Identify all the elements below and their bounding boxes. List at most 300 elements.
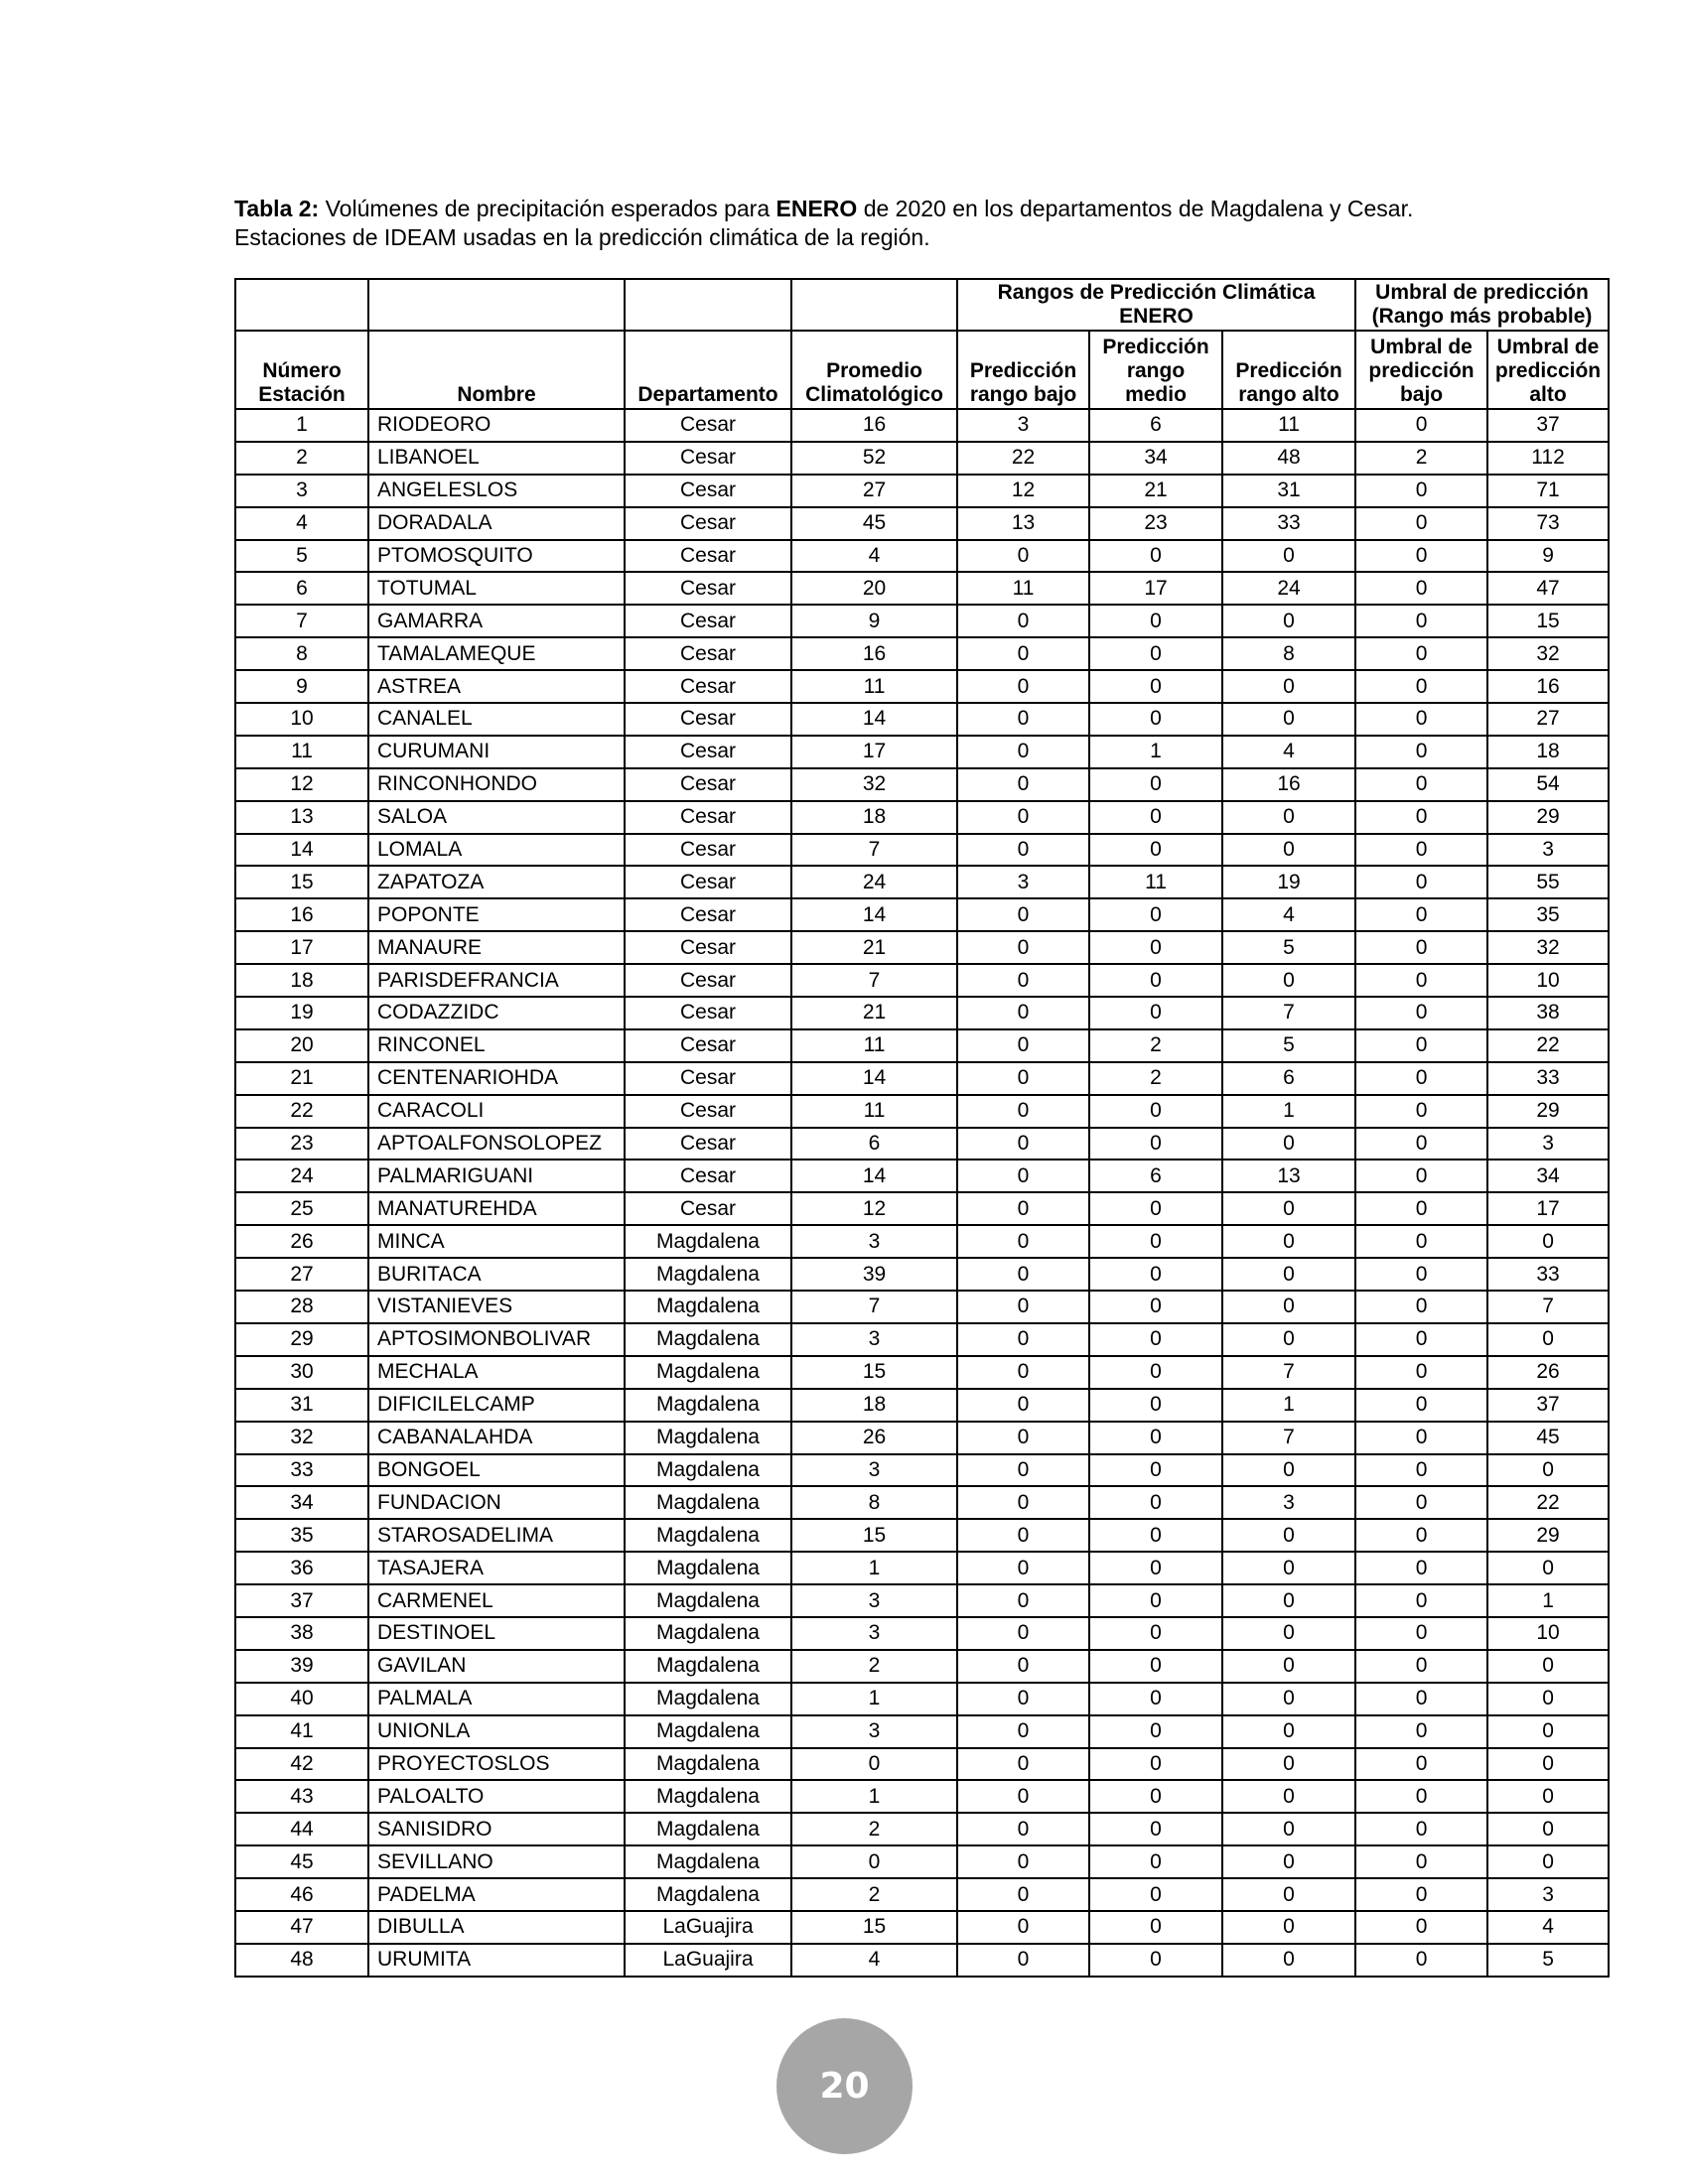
cell-col-numero: 8 <box>235 637 368 670</box>
cell-col-promedio: 11 <box>791 670 957 703</box>
cell-col-rango-bajo: 3 <box>957 866 1089 898</box>
cell-col-rango-alto: 5 <box>1222 931 1355 964</box>
cell-col-umbral-alto: 26 <box>1487 1356 1609 1389</box>
cell-col-umbral-bajo: 0 <box>1355 1944 1487 1977</box>
cell-col-numero: 23 <box>235 1128 368 1160</box>
cell-col-rango-alto: 0 <box>1222 1650 1355 1683</box>
cell-col-rango-medio: 0 <box>1089 1650 1222 1683</box>
cell-col-rango-alto: 7 <box>1222 1356 1355 1389</box>
cell-col-departamento: Magdalena <box>625 1291 791 1323</box>
cell-col-rango-bajo: 0 <box>957 1389 1089 1422</box>
cell-col-nombre: PALOALTO <box>368 1780 625 1813</box>
table-row <box>235 834 1609 867</box>
cell-col-departamento: Cesar <box>625 442 791 475</box>
cell-col-rango-alto: 8 <box>1222 637 1355 670</box>
cell-col-numero: 36 <box>235 1552 368 1584</box>
cell-col-nombre: ZAPATOZA <box>368 866 625 898</box>
cell-col-departamento: LaGuajira <box>625 1911 791 1944</box>
cell-col-nombre: SEVILLANO <box>368 1845 625 1878</box>
cell-col-promedio: 2 <box>791 1813 957 1845</box>
cell-col-promedio: 24 <box>791 866 957 898</box>
cell-col-numero: 41 <box>235 1715 368 1748</box>
group-header-rangos: Rangos de Predicción Climática ENERO <box>957 279 1355 331</box>
cell-col-promedio: 14 <box>791 1160 957 1192</box>
cell-col-rango-alto: 0 <box>1222 1944 1355 1977</box>
cell-col-promedio: 27 <box>791 475 957 507</box>
cell-col-rango-alto: 0 <box>1222 1617 1355 1650</box>
cell-col-umbral-bajo: 0 <box>1355 997 1487 1029</box>
cell-col-numero: 28 <box>235 1291 368 1323</box>
cell-col-rango-medio: 0 <box>1089 637 1222 670</box>
cell-col-rango-medio: 11 <box>1089 866 1222 898</box>
cell-col-promedio: 7 <box>791 834 957 867</box>
cell-col-rango-bajo: 0 <box>957 1160 1089 1192</box>
cell-col-departamento: Cesar <box>625 507 791 540</box>
column-header-col-rango-bajo: Predicción rango bajo <box>957 331 1089 409</box>
cell-col-rango-alto: 6 <box>1222 1062 1355 1095</box>
cell-col-numero: 7 <box>235 605 368 637</box>
cell-col-departamento: Cesar <box>625 1095 791 1128</box>
cell-col-nombre: LOMALA <box>368 834 625 867</box>
cell-col-promedio: 16 <box>791 409 957 442</box>
cell-col-rango-medio: 0 <box>1089 997 1222 1029</box>
cell-col-departamento: Magdalena <box>625 1422 791 1454</box>
cell-col-rango-bajo: 0 <box>957 1291 1089 1323</box>
cell-col-rango-alto: 0 <box>1222 703 1355 736</box>
cell-col-nombre: RINCONHONDO <box>368 768 625 801</box>
cell-col-rango-bajo: 0 <box>957 898 1089 931</box>
cell-col-umbral-bajo: 0 <box>1355 605 1487 637</box>
cell-col-umbral-bajo: 0 <box>1355 1225 1487 1258</box>
cell-col-rango-medio: 0 <box>1089 670 1222 703</box>
table-row <box>235 931 1609 964</box>
cell-col-numero: 24 <box>235 1160 368 1192</box>
cell-col-umbral-alto: 5 <box>1487 1944 1609 1977</box>
table-row <box>235 540 1609 573</box>
cell-col-rango-alto: 3 <box>1222 1486 1355 1519</box>
cell-col-rango-alto: 0 <box>1222 1258 1355 1291</box>
cell-col-numero: 22 <box>235 1095 368 1128</box>
table-row <box>235 1715 1609 1748</box>
cell-col-nombre: DIBULLA <box>368 1911 625 1944</box>
cell-col-umbral-alto: 3 <box>1487 1878 1609 1911</box>
cell-col-umbral-alto: 16 <box>1487 670 1609 703</box>
table-row <box>235 1356 1609 1389</box>
cell-col-umbral-alto: 0 <box>1487 1552 1609 1584</box>
cell-col-rango-bajo: 0 <box>957 670 1089 703</box>
cell-col-departamento: Cesar <box>625 1160 791 1192</box>
cell-col-nombre: PADELMA <box>368 1878 625 1911</box>
cell-col-umbral-bajo: 0 <box>1355 540 1487 573</box>
cell-col-numero: 21 <box>235 1062 368 1095</box>
cell-col-rango-alto: 7 <box>1222 997 1355 1029</box>
column-header-col-rango-alto: Predicción rango alto <box>1222 331 1355 409</box>
cell-col-rango-bajo: 0 <box>957 997 1089 1029</box>
cell-col-rango-medio: 0 <box>1089 1552 1222 1584</box>
cell-col-nombre: SANISIDRO <box>368 1813 625 1845</box>
cell-col-rango-bajo: 0 <box>957 1552 1089 1584</box>
cell-col-departamento: Cesar <box>625 637 791 670</box>
table-row <box>235 572 1609 605</box>
group-header-empty <box>625 279 791 331</box>
cell-col-departamento: Magdalena <box>625 1845 791 1878</box>
cell-col-departamento: Magdalena <box>625 1683 791 1715</box>
cell-col-rango-medio: 0 <box>1089 1584 1222 1617</box>
cell-col-numero: 2 <box>235 442 368 475</box>
cell-col-rango-alto: 0 <box>1222 540 1355 573</box>
cell-col-promedio: 1 <box>791 1780 957 1813</box>
cell-col-nombre: DESTINOEL <box>368 1617 625 1650</box>
cell-col-rango-medio: 0 <box>1089 1356 1222 1389</box>
cell-col-rango-bajo: 0 <box>957 1617 1089 1650</box>
cell-col-departamento: Cesar <box>625 736 791 768</box>
cell-col-promedio: 14 <box>791 1062 957 1095</box>
cell-col-rango-bajo: 0 <box>957 1944 1089 1977</box>
cell-col-departamento: Magdalena <box>625 1389 791 1422</box>
cell-col-departamento: Magdalena <box>625 1225 791 1258</box>
cell-col-rango-bajo: 22 <box>957 442 1089 475</box>
cell-col-rango-medio: 0 <box>1089 1389 1222 1422</box>
cell-col-numero: 29 <box>235 1323 368 1356</box>
cell-col-nombre: BURITACA <box>368 1258 625 1291</box>
cell-col-nombre: CARACOLI <box>368 1095 625 1128</box>
cell-col-nombre: URUMITA <box>368 1944 625 1977</box>
cell-col-numero: 14 <box>235 834 368 867</box>
cell-col-rango-medio: 0 <box>1089 703 1222 736</box>
cell-col-departamento: LaGuajira <box>625 1944 791 1977</box>
cell-col-departamento: Cesar <box>625 866 791 898</box>
cell-col-umbral-alto: 29 <box>1487 1095 1609 1128</box>
cell-col-rango-bajo: 0 <box>957 1584 1089 1617</box>
cell-col-departamento: Cesar <box>625 801 791 834</box>
cell-col-rango-bajo: 0 <box>957 1029 1089 1062</box>
cell-col-promedio: 0 <box>791 1845 957 1878</box>
cell-col-rango-medio: 0 <box>1089 1095 1222 1128</box>
cell-col-rango-bajo: 0 <box>957 1878 1089 1911</box>
table-row <box>235 1617 1609 1650</box>
table-caption <box>234 195 1476 252</box>
cell-col-promedio: 17 <box>791 736 957 768</box>
cell-col-rango-medio: 0 <box>1089 1813 1222 1845</box>
cell-col-nombre: GAMARRA <box>368 605 625 637</box>
cell-col-rango-medio: 0 <box>1089 834 1222 867</box>
cell-col-rango-medio: 0 <box>1089 768 1222 801</box>
cell-col-rango-medio: 6 <box>1089 409 1222 442</box>
cell-col-umbral-bajo: 0 <box>1355 801 1487 834</box>
table-row <box>235 1944 1609 1977</box>
cell-col-rango-alto: 0 <box>1222 1454 1355 1487</box>
cell-col-rango-medio: 0 <box>1089 1715 1222 1748</box>
cell-col-rango-alto: 0 <box>1222 605 1355 637</box>
cell-col-departamento: Magdalena <box>625 1486 791 1519</box>
cell-col-umbral-bajo: 0 <box>1355 1813 1487 1845</box>
cell-col-promedio: 20 <box>791 572 957 605</box>
cell-col-promedio: 52 <box>791 442 957 475</box>
cell-col-promedio: 4 <box>791 540 957 573</box>
cell-col-promedio: 21 <box>791 931 957 964</box>
table-row <box>235 1029 1609 1062</box>
cell-col-rango-alto: 33 <box>1222 507 1355 540</box>
cell-col-rango-medio: 0 <box>1089 1748 1222 1781</box>
table-row <box>235 1911 1609 1944</box>
cell-col-rango-bajo: 0 <box>957 1715 1089 1748</box>
cell-col-umbral-bajo: 0 <box>1355 1192 1487 1225</box>
cell-col-numero: 39 <box>235 1650 368 1683</box>
cell-col-rango-bajo: 13 <box>957 507 1089 540</box>
table-row <box>235 1519 1609 1552</box>
cell-col-umbral-alto: 0 <box>1487 1780 1609 1813</box>
cell-col-umbral-alto: 32 <box>1487 931 1609 964</box>
cell-col-rango-bajo: 0 <box>957 736 1089 768</box>
cell-col-umbral-bajo: 0 <box>1355 1911 1487 1944</box>
column-header-col-promedio: Promedio Climatológico <box>791 331 957 409</box>
caption-month: ENERO <box>775 196 858 221</box>
cell-col-departamento: Cesar <box>625 1128 791 1160</box>
cell-col-umbral-alto: 15 <box>1487 605 1609 637</box>
cell-col-rango-medio: 34 <box>1089 442 1222 475</box>
cell-col-rango-bajo: 0 <box>957 1095 1089 1128</box>
cell-col-numero: 38 <box>235 1617 368 1650</box>
cell-col-umbral-alto: 0 <box>1487 1454 1609 1487</box>
table-row <box>235 1454 1609 1487</box>
cell-col-promedio: 3 <box>791 1225 957 1258</box>
column-header-col-umbral-bajo: Umbral de predicción bajo <box>1355 331 1487 409</box>
cell-col-nombre: CABANALAHDA <box>368 1422 625 1454</box>
table-row <box>235 1160 1609 1192</box>
cell-col-rango-medio: 0 <box>1089 1128 1222 1160</box>
cell-col-umbral-bajo: 0 <box>1355 1356 1487 1389</box>
cell-col-numero: 25 <box>235 1192 368 1225</box>
table-row <box>235 1683 1609 1715</box>
cell-col-numero: 1 <box>235 409 368 442</box>
cell-col-numero: 9 <box>235 670 368 703</box>
table-row <box>235 1192 1609 1225</box>
cell-col-departamento: Cesar <box>625 931 791 964</box>
cell-col-umbral-alto: 54 <box>1487 768 1609 801</box>
cell-col-numero: 20 <box>235 1029 368 1062</box>
cell-col-nombre: CODAZZIDC <box>368 997 625 1029</box>
cell-col-rango-bajo: 0 <box>957 1192 1089 1225</box>
cell-col-rango-medio: 0 <box>1089 1454 1222 1487</box>
caption-text-before: Volúmenes de precipitación esperados para <box>319 196 776 221</box>
cell-col-rango-alto: 0 <box>1222 964 1355 997</box>
cell-col-numero: 13 <box>235 801 368 834</box>
cell-col-rango-bajo: 0 <box>957 1683 1089 1715</box>
cell-col-rango-bajo: 0 <box>957 1486 1089 1519</box>
cell-col-rango-medio: 0 <box>1089 605 1222 637</box>
cell-col-departamento: Magdalena <box>625 1715 791 1748</box>
cell-col-promedio: 11 <box>791 1095 957 1128</box>
table-row <box>235 898 1609 931</box>
cell-col-umbral-alto: 35 <box>1487 898 1609 931</box>
cell-col-umbral-alto: 0 <box>1487 1715 1609 1748</box>
cell-col-nombre: BONGOEL <box>368 1454 625 1487</box>
cell-col-departamento: Cesar <box>625 605 791 637</box>
cell-col-umbral-bajo: 0 <box>1355 1845 1487 1878</box>
table-row <box>235 1878 1609 1911</box>
column-header-col-nombre: Nombre <box>368 331 625 409</box>
cell-col-promedio: 3 <box>791 1715 957 1748</box>
cell-col-promedio: 9 <box>791 605 957 637</box>
cell-col-rango-medio: 0 <box>1089 1617 1222 1650</box>
cell-col-rango-medio: 0 <box>1089 1845 1222 1878</box>
cell-col-rango-bajo: 0 <box>957 1062 1089 1095</box>
cell-col-numero: 17 <box>235 931 368 964</box>
cell-col-nombre: DIFICILELCAMP <box>368 1389 625 1422</box>
cell-col-departamento: Magdalena <box>625 1454 791 1487</box>
cell-col-rango-bajo: 0 <box>957 540 1089 573</box>
cell-col-numero: 31 <box>235 1389 368 1422</box>
cell-col-departamento: Cesar <box>625 997 791 1029</box>
cell-col-departamento: Magdalena <box>625 1748 791 1781</box>
table-row <box>235 1128 1609 1160</box>
cell-col-rango-alto: 0 <box>1222 1683 1355 1715</box>
table-row <box>235 1422 1609 1454</box>
cell-col-departamento: Magdalena <box>625 1878 791 1911</box>
cell-col-nombre: FUNDACION <box>368 1486 625 1519</box>
cell-col-rango-medio: 21 <box>1089 475 1222 507</box>
cell-col-departamento: Cesar <box>625 768 791 801</box>
cell-col-rango-bajo: 0 <box>957 1650 1089 1683</box>
cell-col-promedio: 14 <box>791 703 957 736</box>
cell-col-umbral-bajo: 0 <box>1355 409 1487 442</box>
cell-col-promedio: 11 <box>791 1029 957 1062</box>
cell-col-promedio: 7 <box>791 964 957 997</box>
cell-col-nombre: CANALEL <box>368 703 625 736</box>
cell-col-numero: 45 <box>235 1845 368 1878</box>
cell-col-numero: 34 <box>235 1486 368 1519</box>
cell-col-rango-medio: 0 <box>1089 1225 1222 1258</box>
table-row <box>235 1062 1609 1095</box>
cell-col-rango-medio: 0 <box>1089 1422 1222 1454</box>
cell-col-rango-bajo: 0 <box>957 768 1089 801</box>
cell-col-umbral-bajo: 0 <box>1355 898 1487 931</box>
caption-label: Tabla 2: <box>234 196 320 221</box>
cell-col-umbral-bajo: 0 <box>1355 931 1487 964</box>
cell-col-umbral-bajo: 0 <box>1355 1454 1487 1487</box>
cell-col-umbral-alto: 37 <box>1487 409 1609 442</box>
cell-col-rango-bajo: 0 <box>957 801 1089 834</box>
cell-col-nombre: PALMALA <box>368 1683 625 1715</box>
cell-col-rango-bajo: 0 <box>957 1911 1089 1944</box>
cell-col-rango-bajo: 0 <box>957 1813 1089 1845</box>
cell-col-rango-alto: 4 <box>1222 898 1355 931</box>
cell-col-promedio: 26 <box>791 1422 957 1454</box>
cell-col-umbral-bajo: 2 <box>1355 442 1487 475</box>
cell-col-numero: 30 <box>235 1356 368 1389</box>
cell-col-numero: 15 <box>235 866 368 898</box>
cell-col-umbral-bajo: 0 <box>1355 1715 1487 1748</box>
cell-col-rango-bajo: 0 <box>957 1225 1089 1258</box>
cell-col-umbral-alto: 45 <box>1487 1422 1609 1454</box>
cell-col-numero: 6 <box>235 572 368 605</box>
cell-col-rango-alto: 0 <box>1222 1519 1355 1552</box>
cell-col-rango-alto: 31 <box>1222 475 1355 507</box>
cell-col-promedio: 39 <box>791 1258 957 1291</box>
table-row <box>235 1813 1609 1845</box>
cell-col-rango-bajo: 0 <box>957 1128 1089 1160</box>
cell-col-nombre: UNIONLA <box>368 1715 625 1748</box>
cell-col-rango-alto: 0 <box>1222 1748 1355 1781</box>
cell-col-umbral-bajo: 0 <box>1355 572 1487 605</box>
cell-col-departamento: Magdalena <box>625 1258 791 1291</box>
cell-col-umbral-alto: 29 <box>1487 801 1609 834</box>
cell-col-nombre: LIBANOEL <box>368 442 625 475</box>
cell-col-rango-medio: 0 <box>1089 964 1222 997</box>
column-header-col-departamento: Departamento <box>625 331 791 409</box>
cell-col-nombre: MANAURE <box>368 931 625 964</box>
cell-col-nombre: MECHALA <box>368 1356 625 1389</box>
cell-col-promedio: 15 <box>791 1911 957 1944</box>
table-row <box>235 1780 1609 1813</box>
cell-col-umbral-bajo: 0 <box>1355 1486 1487 1519</box>
cell-col-numero: 10 <box>235 703 368 736</box>
cell-col-rango-bajo: 0 <box>957 931 1089 964</box>
cell-col-promedio: 15 <box>791 1519 957 1552</box>
cell-col-rango-bajo: 0 <box>957 1323 1089 1356</box>
cell-col-rango-bajo: 0 <box>957 1258 1089 1291</box>
cell-col-umbral-bajo: 0 <box>1355 1422 1487 1454</box>
table-row <box>235 1552 1609 1584</box>
cell-col-umbral-alto: 9 <box>1487 540 1609 573</box>
caption-text-after: de 2020 en los departamentos de Magdalena y Cesar. Estaciones de IDEAM usadas en la predicción climática de la región. <box>234 196 1414 250</box>
table-row <box>235 997 1609 1029</box>
cell-col-departamento: Cesar <box>625 964 791 997</box>
cell-col-rango-bajo: 0 <box>957 1422 1089 1454</box>
cell-col-umbral-alto: 0 <box>1487 1225 1609 1258</box>
table-row <box>235 442 1609 475</box>
table-row <box>235 409 1609 442</box>
table-row <box>235 1095 1609 1128</box>
cell-col-numero: 44 <box>235 1813 368 1845</box>
cell-col-umbral-bajo: 0 <box>1355 1748 1487 1781</box>
table-row <box>235 475 1609 507</box>
cell-col-rango-alto: 24 <box>1222 572 1355 605</box>
cell-col-numero: 3 <box>235 475 368 507</box>
cell-col-promedio: 3 <box>791 1617 957 1650</box>
column-header-row <box>235 331 1609 409</box>
table-row <box>235 605 1609 637</box>
cell-col-rango-medio: 0 <box>1089 1519 1222 1552</box>
cell-col-rango-alto: 0 <box>1222 1323 1355 1356</box>
cell-col-rango-alto: 13 <box>1222 1160 1355 1192</box>
table-row <box>235 1389 1609 1422</box>
cell-col-numero: 42 <box>235 1748 368 1781</box>
cell-col-promedio: 3 <box>791 1584 957 1617</box>
cell-col-departamento: Cesar <box>625 834 791 867</box>
cell-col-promedio: 3 <box>791 1454 957 1487</box>
cell-col-umbral-bajo: 0 <box>1355 866 1487 898</box>
cell-col-numero: 19 <box>235 997 368 1029</box>
cell-col-umbral-alto: 37 <box>1487 1389 1609 1422</box>
cell-col-nombre: TOTUMAL <box>368 572 625 605</box>
cell-col-promedio: 15 <box>791 1356 957 1389</box>
cell-col-rango-medio: 1 <box>1089 736 1222 768</box>
cell-col-departamento: Cesar <box>625 1062 791 1095</box>
cell-col-rango-medio: 6 <box>1089 1160 1222 1192</box>
cell-col-umbral-bajo: 0 <box>1355 507 1487 540</box>
cell-col-nombre: CENTENARIOHDA <box>368 1062 625 1095</box>
table-row <box>235 1258 1609 1291</box>
cell-col-numero: 33 <box>235 1454 368 1487</box>
cell-col-rango-alto: 0 <box>1222 1225 1355 1258</box>
table-row <box>235 1291 1609 1323</box>
cell-col-promedio: 18 <box>791 801 957 834</box>
cell-col-umbral-bajo: 0 <box>1355 1617 1487 1650</box>
table-row <box>235 801 1609 834</box>
cell-col-rango-alto: 0 <box>1222 1780 1355 1813</box>
cell-col-promedio: 2 <box>791 1650 957 1683</box>
